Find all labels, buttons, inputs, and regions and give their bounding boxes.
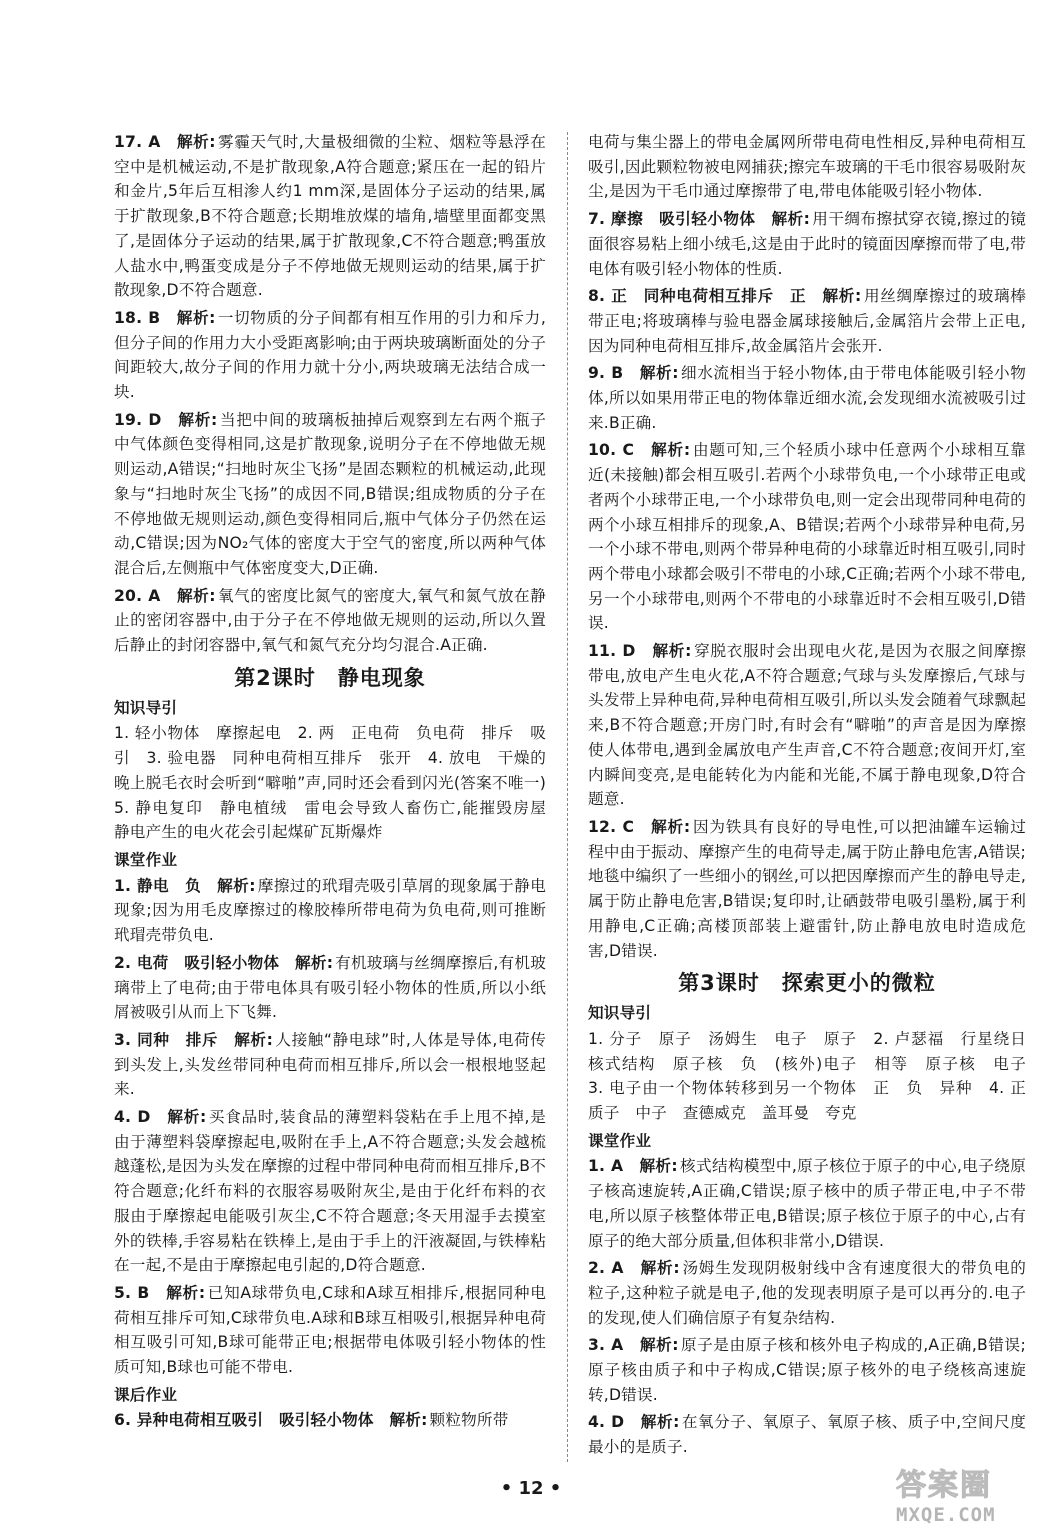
answer-key: 17. A [114, 133, 161, 151]
classwork-5 [114, 1281, 546, 1380]
lesson-3-title: 第3课时 探索更小的微粒 [678, 971, 936, 996]
answer-key: 6. 异种电荷相互吸引 吸引轻小物体 [114, 1411, 374, 1430]
watermark-logo [896, 1468, 1052, 1530]
analysis-text: 有机玻璃与丝绸摩擦后,有机玻璃带上了电荷;由于带电体具有吸引轻小物体的性质,所以小纸屑被吸引从而上下飞舞. [114, 953, 546, 1022]
answer-key: 2. 电荷 吸引轻小物体 [114, 953, 280, 972]
analysis-label: 解析: [640, 1413, 680, 1432]
analysis-label: 解析: [639, 364, 679, 383]
analysis-label: 解析: [639, 1336, 679, 1355]
section-knowledge-guide: 知识导引 [114, 698, 178, 717]
homework-6-continued: 电荷与集尘器上的带电金属网所带电荷电性相反,异种电荷相互吸引,因此颗粒物被电网捕获;擦完车玻璃的干毛巾很容易吸附灰尘,是因为干毛巾通过摩擦带了电,带电体能吸引轻小物体. [588, 133, 1026, 201]
classwork-2 [588, 1256, 1026, 1330]
answer-key: 2. A [588, 1259, 624, 1278]
analysis-text: 雾霾天气时,大量极细微的尘粒、烟粒等悬浮在空中是机械运动,不是扩散现象,A符合题意;紧压在一起的铅片和金片,5年后互相渗人约1 mm深,是固体分子运动的结果,属于扩散现象,B不符合题意;长期堆放煤的墙角,墙壁里面都变黑了,是固体分子运动的结果,属于扩散现象,C不符合题意;鸭蛋放人盐水中,鸭蛋变成是分子不停地做无规则运动的结果,属于扩散现象,D不符合题意. [114, 133, 546, 300]
answer-key: 5. B [114, 1283, 150, 1302]
analysis-text: 当把中间的玻璃板抽掉后观察到左右两个瓶子中气体颜色变得相同,这是扩散现象,说明分子在不停地做无规则运动,A错误;“扫地时灰尘飞扬”是固态颗粒的机械运动,此现象与“扫地时灰尘飞扬”的成因不同,B错误;组成物质的分子在不停地做无规则运动,颜色变得相同后,瓶中气体分子仍然在运动,C错误;因为NO₂气体的密度大于空气的密度,所以两种气体混合后,左侧瓶中气体密度变大,D正确. [114, 410, 546, 577]
classwork-1 [588, 1154, 1026, 1253]
answer-key: 11. D [588, 642, 636, 661]
answer-key: 12. C [588, 817, 635, 836]
page-number: • 12 • [500, 1478, 562, 1499]
analysis-label: 解析: [389, 1411, 428, 1430]
analysis-label: 解析: [822, 287, 862, 306]
section-classwork: 课堂作业 [588, 1131, 652, 1150]
analysis-text: 在氧分子、氧原子、氧原子核、质子中,空间尺度最小的是质子. [588, 1413, 1027, 1457]
classwork-2 [114, 951, 546, 1025]
analysis-text: 一切物质的分子间都有相互作用的引力和斥力,但分子间的作用力大小受距离影响;由于两块玻璃断面处的分子间距较大,故分子间的作用力就十分小,两块玻璃无法结合成一块. [114, 308, 546, 402]
answer-key: 18. B [114, 308, 161, 327]
answer-key: 20. A [114, 586, 161, 605]
analysis-label: 解析: [652, 642, 692, 661]
answer-key: 4. D [588, 1413, 625, 1432]
analysis-text: 摩擦过的玳瑁壳吸引草屑的现象属于静电现象;因为用毛皮摩擦过的橡胶棒所带电荷为负电荷,则可推断玳瑁壳带负电. [114, 876, 547, 945]
analysis-text: 细水流相当于轻小物体,由于带电体能吸引轻小物体,所以如果用带正电的物体靠近细水流,会发现细水流被吸引过来.B正确. [588, 364, 1027, 432]
classwork-4 [114, 1105, 546, 1278]
homework-12 [588, 815, 1026, 963]
lesson-2-title: 第2课时 静电现象 [234, 665, 426, 690]
analysis-text: 颗粒物所带 [429, 1411, 509, 1430]
section-knowledge-guide: 知识导引 [588, 1004, 652, 1023]
analysis-text: 人接触“静电球”时,人体是导体,电荷传到头发上,头发丝带同种电荷而相互排斥,所以会一根根地竖起来. [114, 1030, 547, 1099]
analysis-text: 用丝绸摩擦过的玻璃棒带正电;将玻璃棒与验电器金属球接触后,金属箔片会带上正电,因为同种电荷相互排斥,故金属箔片会张开. [588, 287, 1027, 355]
answer-key: 1. A [588, 1157, 624, 1176]
analysis-label: 解析: [295, 953, 334, 972]
answer-key: 4. D [114, 1108, 151, 1127]
classwork-1 [114, 874, 546, 948]
analysis-label: 解析: [651, 817, 691, 836]
column-divider [567, 132, 568, 1462]
analysis-label: 解析: [651, 441, 691, 460]
analysis-text: 由题可知,三个轻质小球中任意两个小球相互靠近(未接触)都会相互吸引.若两个小球带负电,一个小球带正电或者两个小球带正电,一个小球带负电,则一定会出现带同种电荷的两个小球互相排斥的现象,A、B错误;若两个小球带异种电荷,另一个小球不带电,则两个带异种电荷的小球靠近时相互吸引,同时两个带电小球都会吸引不带电的小球,C正确;若两个小球不带电,另一个小球带电,则两个不带电的小球靠近时不会相互吸引,D错误. [588, 441, 1026, 633]
homework-11 [588, 639, 1026, 812]
analysis-label: 解析: [176, 133, 216, 151]
analysis-text: 氧气的密度比氮气的密度大,氧气和氮气放在静止的密闭容器中,由于分子在不停地做无规则的运动,所以久置后静止的封闭容器中,氧气和氮气充分均匀混合.A正确. [114, 586, 546, 655]
homework-8 [588, 284, 1026, 358]
analysis-label: 解析: [771, 210, 811, 229]
analysis-label: 解析: [176, 586, 216, 605]
analysis-text: 汤姆生发现阴极射线中含有速度很大的带负电的粒子,这种粒子就是电子,他的发现表明原子是可以再分的.电子的发现,使人们确信原子有复杂结构. [588, 1259, 1027, 1327]
answer-key: 3. 同种 排斥 [114, 1030, 219, 1049]
watermark-url: MXQE.COM [896, 1504, 996, 1526]
knowledge-guide-answers: 1. 分子 原子 汤姆生 电子 原子 2. 卢瑟福 行星绕日 核式结构 原子核 负 (核外)电子 相等 原子核 电子 3. 电子由一个物体转移到另一个物体 正 负 异种 4. 正 质子 中子 查德威克 盖耳曼 夸克 [588, 1029, 1042, 1123]
answer-20 [114, 584, 546, 658]
knowledge-guide-answers: 1. 轻小物体 摩擦起电 2. 两 正电荷 负电荷 排斥 吸引 3. 验电器 同种电荷相互排斥 张开 4. 放电 干燥的晚上脱毛衣时会听到“噼啪”声,同时还会看到闪光(答案不唯一) 5. 静电复印 静电植绒 雷电会导致人畜伤亡,能摧毁房屋 静电产生的电火花会引起煤矿瓦斯爆炸 [114, 724, 562, 842]
answer-key: 19. D [114, 410, 162, 429]
answer-key: 7. 摩擦 吸引轻小物体 [588, 210, 756, 229]
answer-key: 1. 静电 负 [114, 876, 202, 895]
analysis-label: 解析: [639, 1157, 678, 1176]
analysis-label: 解析: [234, 1030, 274, 1049]
answer-19 [114, 408, 546, 581]
analysis-text: 已知A球带负电,C球和A球互相排斥,根据同种电荷相互排斥可知,C球带负电.A球和B球互相吸引,根据异种电荷相互吸引可知,B球可能带正电;根据带电体吸引轻小物体的性质可知,B球也可能不带电. [114, 1283, 547, 1377]
answer-key: 9. B [588, 364, 624, 383]
analysis-label: 解析: [176, 308, 216, 327]
homework-10 [588, 438, 1026, 636]
section-classwork: 课堂作业 [114, 850, 178, 869]
answer-17 [114, 130, 546, 303]
analysis-label: 解析: [217, 876, 256, 895]
answer-18 [114, 306, 546, 405]
answer-key: 3. A [588, 1336, 624, 1355]
analysis-text: 用干绸布擦拭穿衣镜,擦过的镜面很容易粘上细小绒毛,这是由于此时的镜面因摩擦而带了电,带电体有吸引轻小物体的性质. [588, 210, 1026, 278]
analysis-label: 解析: [166, 1283, 206, 1302]
homework-6 [114, 1408, 546, 1433]
analysis-text: 穿脱衣服时会出现电火花,是因为衣服之间摩擦带电,放电产生电火花,A不符合题意;气球与头发摩擦后,气球与头发带上异种电荷,异种电荷相互吸引,所以头发会随着气球飘起来,B不符合题意;开房门时,有时会有“噼啪”的声音是因为摩擦使人体带电,遇到金属放电产生声音,C不符合题意;夜间开灯,室内瞬间变亮,是电能转化为内能和光能,不属于静电现象,D符合题意. [588, 642, 1027, 809]
analysis-text: 核式结构模型中,原子核位于原子的中心,电子绕原子核高速旋转,A正确,C错误;原子核中的质子带正电,中子不带电,所以原子核整体带正电,B错误;原子核位于原子的中心,占有原子的绝大部分质量,但体积非常小,D错误. [588, 1157, 1027, 1250]
analysis-text: 因为铁具有良好的导电性,可以把油罐车运输过程中由于振动、摩擦产生的电荷导走,属于防止静电危害,A错误;地毯中编织了一些细小的钢丝,可以把因摩擦而产生的静电导走,属于防止静电危害,B错误;复印时,让硒鼓带电吸引墨粉,属于利用静电,C正确;高楼顶部装上避雷针,防止静电放电时造成危害,D错误. [588, 817, 1026, 960]
classwork-3 [588, 1333, 1026, 1407]
analysis-text: 买食品时,装食品的薄塑料袋粘在手上甩不掉,是由于薄塑料袋摩擦起电,吸附在手上,A不符合题意;头发会越梳越蓬松,是因为头发在摩擦的过程中带同种电荷而相互排斥,B不符合题意;化纤布料的衣服容易吸附灰尘,是由于化纤布料的衣服由于摩擦起电能吸引灰尘,C不符合题意;冬天用湿手去摸室外的铁棒,手容易粘在铁棒上,是由于手上的汗液凝固,与铁棒粘在一起,不是由于摩擦起电引起的,D符合题意. [114, 1108, 546, 1275]
analysis-text: 原子是由原子核和核外电子构成的,A正确,B错误;原子核由质子和中子构成,C错误;原子核外的电子绕核高速旋转,D错误. [588, 1336, 1027, 1404]
watermark-text: 答案圈 [896, 1468, 992, 1503]
answer-key: 8. 正 同种电荷相互排斥 正 [588, 287, 807, 306]
left-column [114, 130, 562, 1436]
classwork-4 [588, 1410, 1026, 1459]
analysis-label: 解析: [167, 1108, 207, 1127]
homework-7 [588, 207, 1026, 281]
right-column [588, 130, 1042, 1463]
homework-9 [588, 361, 1026, 435]
analysis-label: 解析: [640, 1259, 680, 1278]
analysis-label: 解析: [178, 410, 218, 429]
answer-key: 10. C [588, 441, 635, 460]
section-homework: 课后作业 [114, 1385, 178, 1404]
classwork-3 [114, 1028, 546, 1102]
